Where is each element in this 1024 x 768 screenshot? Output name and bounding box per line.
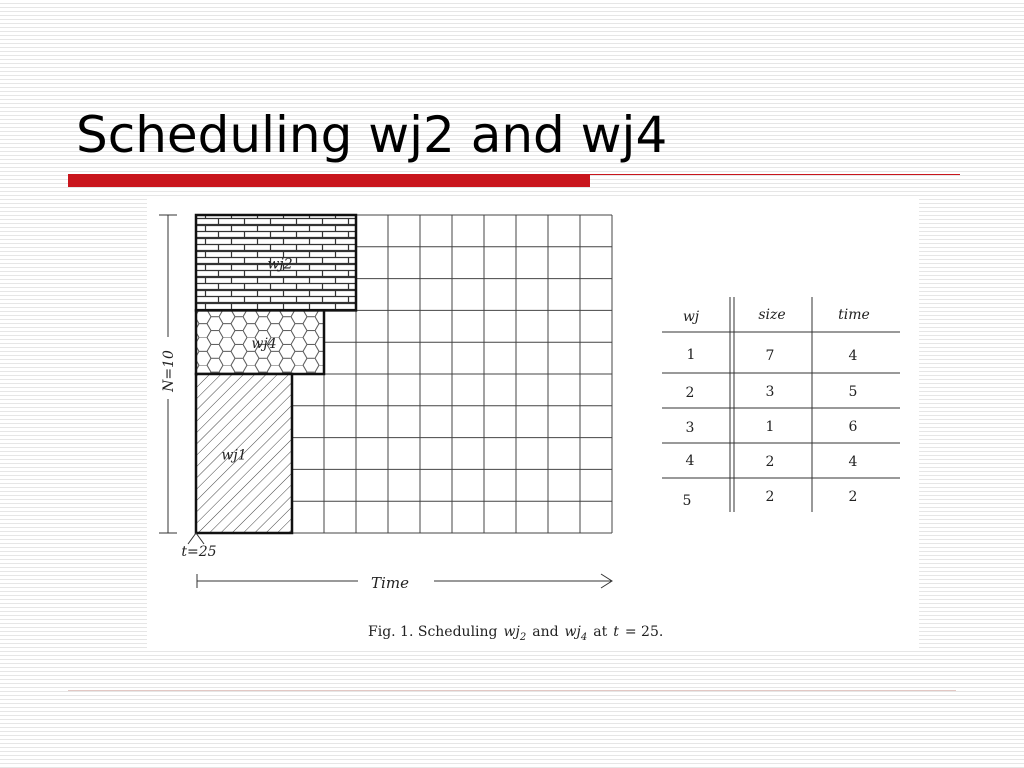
time-axis [197,574,612,592]
origin-marker [181,533,216,560]
table-cell: 1 [686,347,696,363]
table-cell: 7 [765,348,775,364]
slide-title: Scheduling wj2 and wj4 [76,106,668,164]
time-axis-label: Time [371,574,409,592]
table-cell: 2 [765,489,775,505]
table-cell: 3 [685,420,695,436]
title-accent-line [590,174,960,175]
table-header-size: size [758,307,786,323]
table-header-time: time [838,307,870,323]
n-dimension-label: N=10 [161,350,177,392]
table-cell: 4 [848,454,858,470]
table-cell: 5 [848,384,858,400]
bottom-rule [68,690,956,691]
job-wj4-label: wj4 [251,336,277,353]
job-wj1-label: wj1 [221,447,247,464]
title-accent-bar [68,174,590,187]
n-dimension-line [159,215,177,533]
job-wj2-label: wj2 [267,256,293,273]
origin-label: t=25 [181,544,217,560]
job-wj2-block [196,215,356,310]
job-table [662,297,900,512]
table-cell: 2 [685,385,695,401]
table-cell: 2 [848,489,858,505]
scheduling-figure [147,199,919,651]
job-wj1-block [196,374,292,533]
table-cell: 5 [682,493,692,509]
table-cell: 4 [685,453,695,469]
job-wj4-block [196,310,324,374]
table-cell: 4 [848,348,858,364]
table-cell: 3 [765,384,775,400]
table-cell: 2 [765,454,775,470]
figure-caption: Fig. 1. Scheduling $wj_2$ and $wj_4$ at t = 25. [368,624,664,643]
table-cell: 6 [848,419,858,435]
table-cell: 1 [765,419,775,435]
table-header-wj: wj [682,309,700,325]
